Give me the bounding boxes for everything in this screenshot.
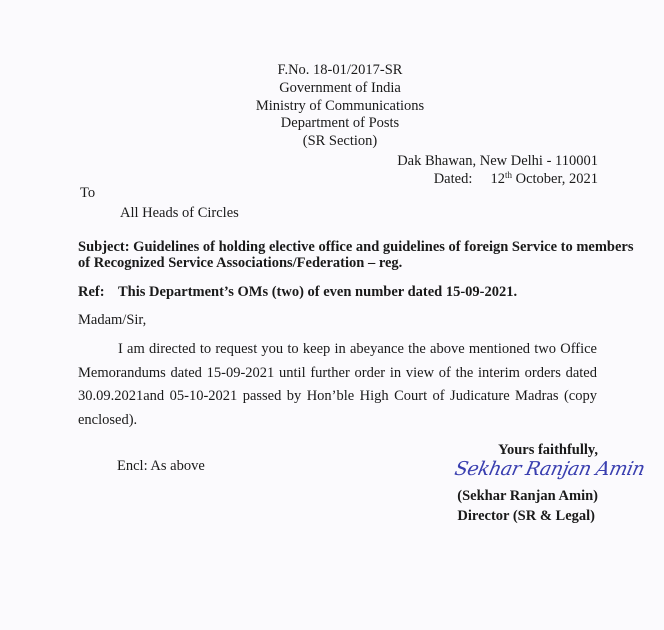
subject-line-2: of Recognized Service Associations/Federation – reg. bbox=[78, 255, 403, 271]
government: Government of India bbox=[279, 80, 401, 96]
subject-line-1: Subject: Guidelines of holding elective office and guidelines of foreign Service to members bbox=[78, 239, 634, 255]
body-paragraph: I am directed to request you to keep in abeyance the above mentioned two Office Memorandums dated 15-09-2021 until further order in view of the interim orders dated 30.09.2021and 05-10-2021 passed by Hon’ble High Court of Judicature Madras (copy enclosed). bbox=[78, 341, 597, 428]
signatory-designation: Director (SR & Legal) bbox=[457, 508, 595, 524]
dated-label: Dated: bbox=[433, 171, 473, 187]
date-rest: October, 2021 bbox=[512, 171, 598, 187]
enclosure: Encl: As above bbox=[117, 458, 205, 474]
valediction: Yours faithfully, bbox=[498, 442, 598, 458]
recipient: All Heads of Circles bbox=[120, 205, 239, 221]
ministry: Ministry of Communications bbox=[255, 98, 425, 114]
file-number: F.No. 18-01/2017-SR bbox=[277, 62, 403, 78]
section: (SR Section) bbox=[302, 133, 378, 149]
department: Department of Posts bbox=[280, 115, 400, 131]
date-line bbox=[434, 171, 598, 188]
ref-label: Ref: bbox=[78, 284, 105, 300]
ref-text: This Department’s OMs (two) of even number dated 15-09-2021. bbox=[118, 284, 518, 300]
signatory-name: (Sekhar Ranjan Amin) bbox=[457, 488, 598, 504]
to-label: To bbox=[80, 185, 96, 201]
salutation: Madam/Sir, bbox=[78, 312, 147, 328]
date-suffix: th bbox=[504, 170, 512, 180]
address: Dak Bhawan, New Delhi - 110001 bbox=[397, 153, 598, 169]
date-day: 12 bbox=[490, 171, 505, 187]
signature: Sekhar Ranjan Amin bbox=[452, 458, 647, 480]
